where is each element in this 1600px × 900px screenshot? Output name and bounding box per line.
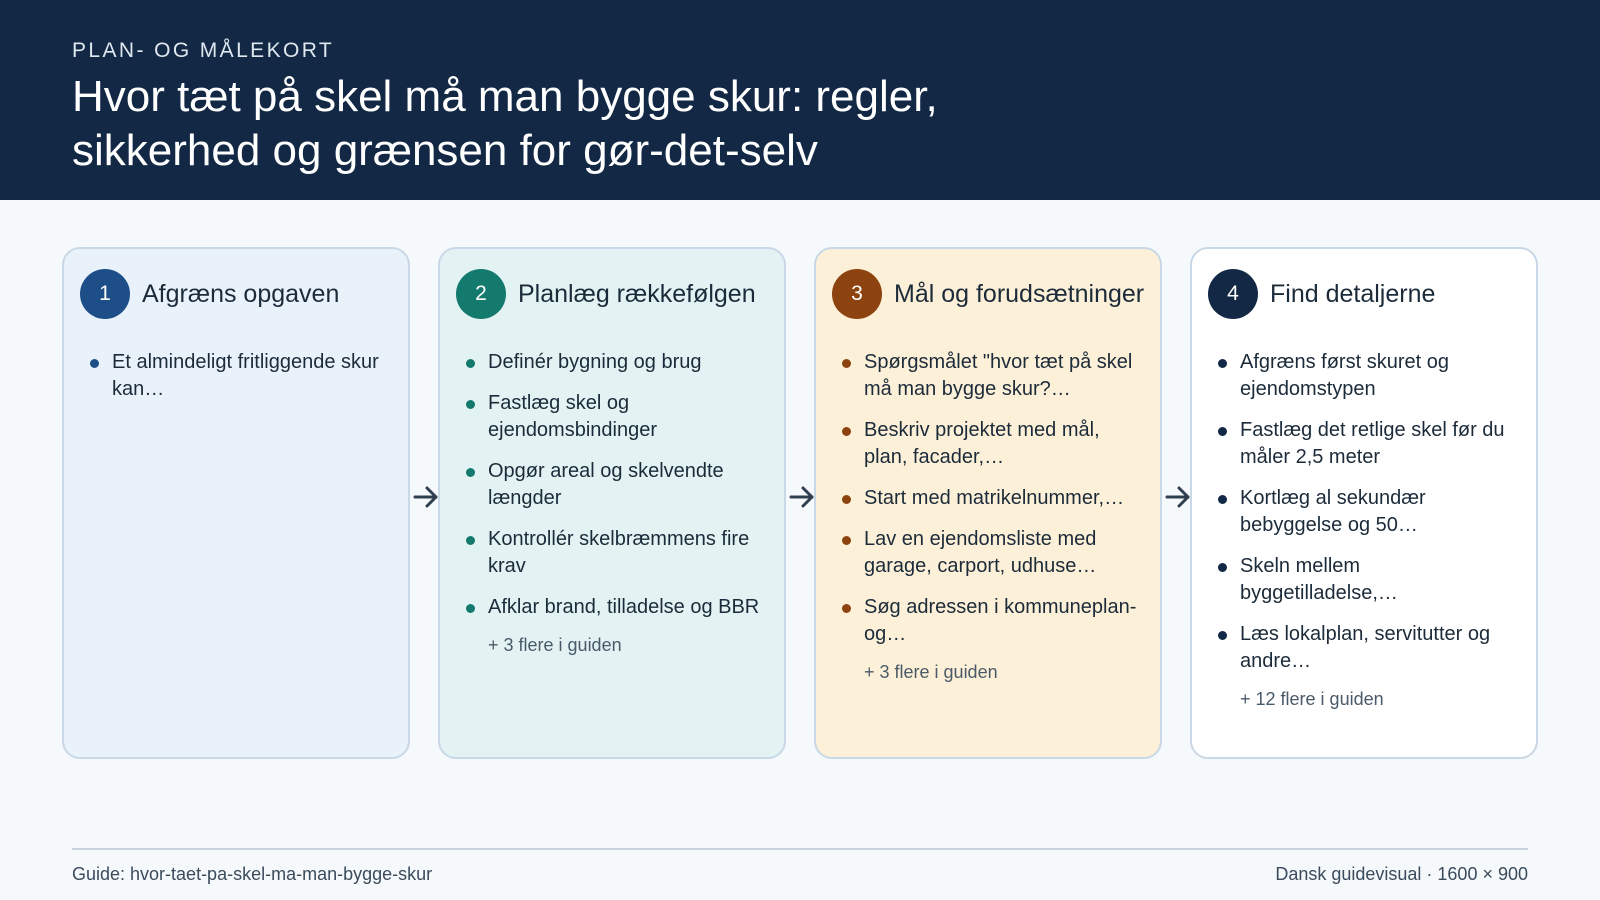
- list-item-text: Start med matrikelnummer,…: [864, 487, 1125, 509]
- list-item: [840, 417, 1144, 471]
- list-item-text: Definér bygning og brug: [488, 351, 702, 373]
- footer-guide-slug: Guide: hvor-taet-pa-skel-ma-man-bygge-skur: [72, 864, 433, 884]
- arrow-right-icon: [1164, 483, 1192, 511]
- card-title: Mål og forudsætninger: [894, 279, 1145, 308]
- card-list: [1208, 349, 1520, 675]
- card-header: [1208, 269, 1520, 319]
- list-item: [840, 485, 1144, 512]
- card-title: Afgræns opgaven: [142, 279, 340, 308]
- list-item-text: Opgør areal og skelvendte længder: [488, 460, 724, 509]
- list-item-text: Fastlæg skel og ejendomsbindinger: [488, 392, 658, 441]
- bullet-icon: [842, 495, 851, 504]
- more-in-guide-note: + 3 flere i guiden: [488, 635, 622, 655]
- card-header: [456, 269, 768, 319]
- list-item: [464, 390, 768, 444]
- bullet-icon: [466, 359, 475, 368]
- eyebrow: PLAN- OG MÅLEKORT: [72, 39, 335, 62]
- list-item: [1216, 621, 1520, 675]
- bullet-icon: [1218, 359, 1227, 368]
- footer-divider: [72, 848, 1528, 850]
- bullet-icon: [1218, 495, 1227, 504]
- list-item: [464, 349, 768, 376]
- list-item-text: Fastlæg det retlige skel før du måler 2,5 meter: [1240, 419, 1505, 468]
- list-item: [1216, 349, 1520, 403]
- step-card-4: [1190, 247, 1538, 759]
- step-number-badge: 2: [456, 269, 506, 319]
- list-item: [1216, 553, 1520, 607]
- footer-meta: Dansk guidevisual · 1600 × 900: [1275, 864, 1528, 884]
- bullet-icon: [90, 359, 99, 368]
- list-item: [1216, 417, 1520, 471]
- list-item: [464, 458, 768, 512]
- step-number-badge: 4: [1208, 269, 1258, 319]
- list-item: [840, 526, 1144, 580]
- list-item-text: Afklar brand, tilladelse og BBR: [488, 596, 760, 618]
- more-in-guide-note: + 12 flere i guiden: [1240, 689, 1384, 709]
- list-item-text: Skeln mellem byggetilladelse,…: [1240, 555, 1398, 604]
- bullet-icon: [1218, 631, 1227, 640]
- card-list: [80, 349, 392, 403]
- list-item-text: Beskriv projektet med mål, plan, facader,…: [864, 419, 1100, 468]
- list-item: [88, 349, 392, 403]
- list-item: [464, 526, 768, 580]
- list-item-text: Kortlæg al sekundær bebyggelse og 50…: [1240, 487, 1426, 536]
- bullet-icon: [466, 604, 475, 613]
- bullet-icon: [842, 359, 851, 368]
- bullet-icon: [842, 427, 851, 436]
- header: [0, 0, 1600, 200]
- card-header: [80, 269, 392, 319]
- card-title: Find detaljerne: [1270, 279, 1436, 308]
- bullet-icon: [1218, 427, 1227, 436]
- card-title: Planlæg rækkefølgen: [518, 279, 756, 308]
- step-number-badge: 1: [80, 269, 130, 319]
- list-item: [464, 594, 768, 621]
- arrow-right-icon: [788, 483, 816, 511]
- step-card-2: [438, 247, 786, 759]
- list-item-text: Kontrollér skelbræmmens fire krav: [488, 528, 750, 577]
- bullet-icon: [466, 468, 475, 477]
- list-item-text: Spørgsmålet "hvor tæt på skel må man bygge skur?…: [864, 351, 1133, 400]
- list-item-text: Afgræns først skuret og ejendomstypen: [1240, 351, 1449, 400]
- bullet-icon: [842, 536, 851, 545]
- more-in-guide-note: + 3 flere i guiden: [864, 662, 998, 682]
- list-item-text: Læs lokalplan, servitutter og andre…: [1240, 623, 1491, 672]
- list-item: [1216, 485, 1520, 539]
- list-item-text: Søg adressen i kommuneplan- og…: [864, 596, 1137, 645]
- card-header: [832, 269, 1144, 319]
- bullet-icon: [842, 604, 851, 613]
- list-item: [840, 349, 1144, 403]
- bullet-icon: [1218, 563, 1227, 572]
- step-cards: [62, 247, 1538, 759]
- list-item: [840, 594, 1144, 648]
- step-card-3: [814, 247, 1162, 759]
- arrow-right-icon: [412, 483, 440, 511]
- card-list: [456, 349, 768, 621]
- bullet-icon: [466, 536, 475, 545]
- list-item-text: Lav en ejendomsliste med garage, carport, udhuse…: [864, 528, 1097, 577]
- list-item-text: Et almindeligt fritliggende skur kan…: [112, 351, 379, 400]
- card-list: [832, 349, 1144, 648]
- step-number-badge: 3: [832, 269, 882, 319]
- bullet-icon: [466, 400, 475, 409]
- step-card-1: [62, 247, 410, 759]
- page-title: Hvor tæt på skel må man bygge skur: regler, sikkerhed og grænsen for gør-det-selv: [72, 72, 938, 175]
